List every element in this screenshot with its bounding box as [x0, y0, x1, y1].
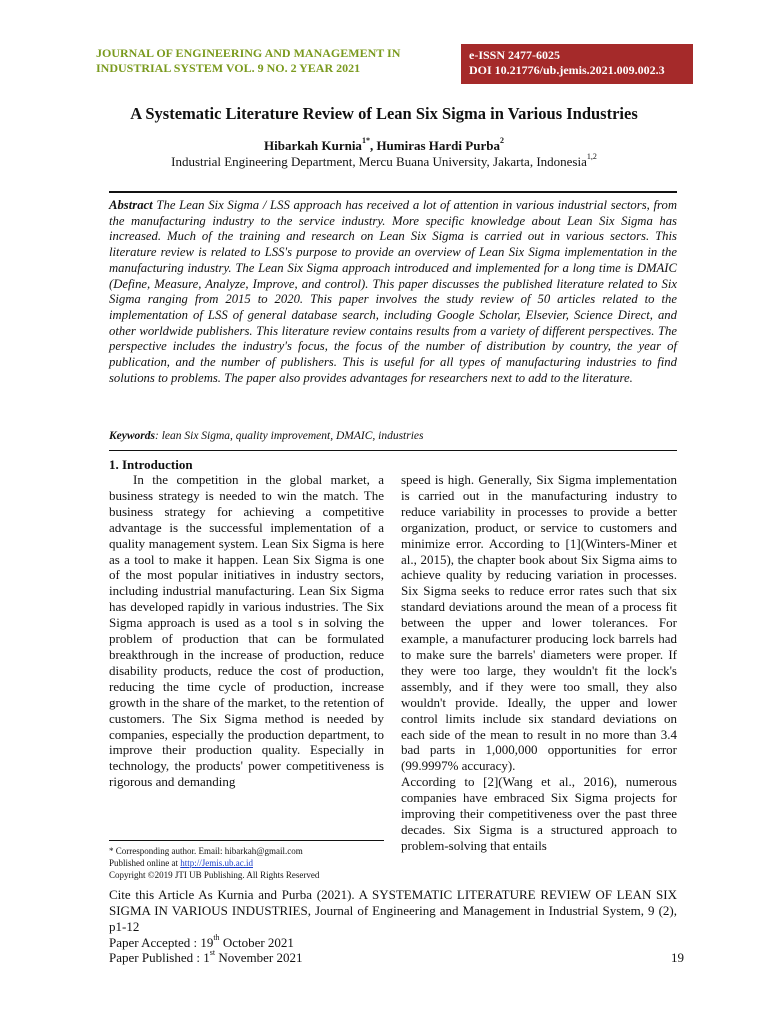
affiliation	[0, 154, 768, 170]
author-list	[0, 138, 768, 154]
published-ordinal: st	[209, 948, 216, 957]
author-2: Humiras Hardi Purba	[376, 138, 500, 153]
abstract-label: Abstract	[109, 198, 153, 212]
accepted-ordinal: th	[213, 933, 220, 942]
accepted-rest: October 2021	[219, 935, 294, 950]
published-label: Paper Published : 1	[109, 950, 210, 965]
journal-name-line2: INDUSTRIAL SYSTEM VOL. 9 NO. 2 YEAR 2021	[96, 61, 361, 75]
author-2-affil: 2	[499, 136, 504, 145]
paper-title: A Systematic Literature Review of Lean Six Sigma in Various Industries	[130, 104, 638, 123]
accepted-label: Paper Accepted : 19	[109, 935, 214, 950]
published-rest: November 2021	[215, 950, 303, 965]
issn-doi-box	[461, 44, 693, 84]
paper-accepted-date	[109, 935, 294, 951]
footnote-published	[109, 857, 389, 869]
journal-name-line1: JOURNAL OF ENGINEERING AND MANAGEMENT IN	[96, 46, 401, 60]
abstract-text: The Lean Six Sigma / LSS approach has received a lot of attention in various industrial sectors, from the manufacturing industry to the service industry. More specific knowledge about Lean Six Sigma has increased. Much of the training and research on Lean Six Sigma is carried out in various sectors. This literature review is related to LSS's purpose to provide an overview of Lean Six Sigma implementation in the manufacturing industry. The Lean Six Sigma approach introduced and implemented for a long time is DMAIC (Define, Measure, Analyze, Improve, and control). This paper discusses the published literature related to Six Sigma ranging from 2015 to 2020. This paper involves the study review of 50 articles related to the implementation of LSS of general database search, including Google Scholar, Elsevier, Science Direct, and other worldwide publishers. This literature review contains results from a variety of different perspectives. The perspective includes the industry's focus, the focus of the number of distribution by country, the year of publication, and the number of publishers. This is useful for all types of manufacturing industries to find solutions to problems. The paper also provides advantages for researchers next to add to the literature.	[109, 198, 678, 385]
footnote	[109, 845, 389, 881]
citation-text: Cite this Article As Kurnia and Purba (2021). A SYSTEMATIC LITERATURE REVIEW OF LEAN SIX SIGMA IN VARIOUS INDUSTRIES, Journal of Engineering and Management in Industrial System, 9 (2), p1-12	[109, 887, 677, 934]
intro-right-paragraph-1: speed is high. Generally, Six Sigma implementation is carried out in the manufacturing industry to reduce variability in processes to provide a better organization, product, or service to customers and minimize error. According to [1](Winters-Miner et al., 2015), the chapter book about Six Sigma aims to achieve quality by reducing variation in processes. Six Sigma seeks to reduce error rates such that six standard deviations around the mean of a process fit between the upper and lower tolerances. For example, a manufacturer producing lock barrels had to make sure the barrels' diameters were proper. If they were too large, they wouldn't fit the lock's assembly, and if they were too small, they also wouldn't provide. Ideally, the upper and lower control limits include six standard deviations on each side of the mean to result in no more than 3.4 bad parts in 1,000,000 opportunities for error (99.9997% accuracy).	[401, 472, 677, 774]
abstract	[109, 198, 677, 386]
page-number: 19	[671, 950, 684, 965]
journal-header	[96, 46, 446, 76]
section-heading-introduction: 1. Introduction	[109, 457, 193, 472]
intro-right-column	[401, 472, 677, 854]
keywords-text: : lean Six Sigma, quality improvement, DMAIC, industries	[155, 430, 424, 442]
footnote-rule	[109, 840, 384, 841]
keywords	[109, 430, 677, 442]
keywords-label: Keywords	[109, 430, 155, 442]
author-1: Hibarkah Kurnia	[264, 138, 362, 153]
author-1-affil: 1*	[361, 136, 370, 145]
footnote-published-prefix: Published online at	[109, 858, 181, 868]
intro-left-column: In the competition in the global market, a business strategy is needed to win the match. The business strategy for achieving a competitive advantage is the successful implementation of a quality management system. Lean Six Sigma is here as a tool to make it happen. Lean Six Sigma is one of the most popular initiatives in industry sectors, including industrial manufacturing. Lean Six Sigma has developed rapidly in various industries. The Six Sigma approach is used as a tool s in solving the problem of production that can be formulated breakthrough in the increase of production, reduce disability products, reduce the cost of production, reducing the time cycle of production, increase growth in the share of the market, to the retention of customers. The Six Sigma method is needed by companies, especially the production department, to improve their production quality. Especially in technology, the products' power competitiveness is rigorous and demanding	[109, 472, 384, 790]
footnote-corresponding: * Corresponding author. Email: hibarkah@gmail.com	[109, 846, 303, 856]
paper-published-date	[109, 950, 302, 966]
abstract-top-rule	[109, 191, 677, 193]
intro-right-paragraph-2: According to [2](Wang et al., 2016), numerous companies have embraced Six Sigma projects for improving their competitiveness over the past three decades. Six Sigma is a structured approach to problem-solving that entails	[401, 774, 677, 853]
issn-text: e-ISSN 2477-6025	[469, 48, 561, 62]
doi-text: DOI 10.21776/ub.jemis.2021.009.002.3	[469, 63, 665, 77]
journal-link[interactable]: http://Jemis.ub.ac.id	[180, 858, 253, 868]
affiliation-text: Industrial Engineering Department, Mercu Buana University, Jakarta, Indonesia	[171, 154, 587, 169]
author-separator: ,	[369, 138, 377, 153]
affiliation-marks: 1,2	[586, 152, 597, 161]
footnote-copyright: Copyright ©2019 JTI UB Publishing. All Rights Reserved	[109, 870, 320, 880]
keywords-rule	[109, 450, 677, 451]
